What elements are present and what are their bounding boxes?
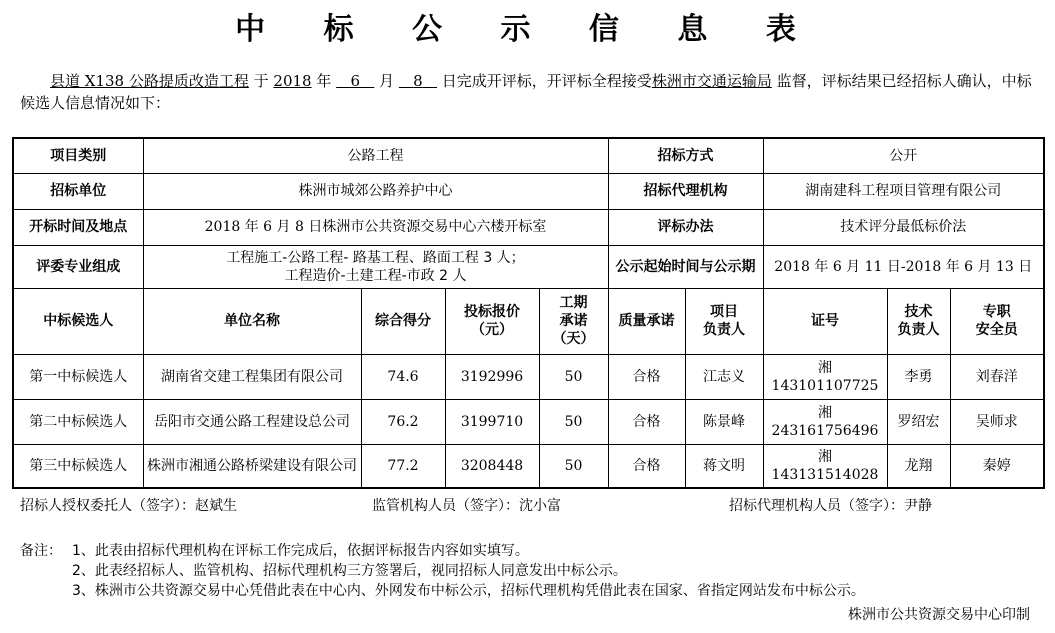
tenderer-value: 株洲市城郊公路养护中心 (143, 173, 608, 209)
info-row-committee (13, 245, 1044, 288)
candidate-header-row (13, 288, 1044, 354)
bid-method-value: 公开 (763, 138, 1044, 173)
candidate-cert: 湘 143131514028 (763, 444, 887, 488)
candidate-rank: 第二中标候选人 (13, 399, 143, 444)
notes-label: 备注： (20, 543, 62, 559)
table-row (13, 399, 1044, 444)
candidate-safety: 秦婷 (950, 444, 1044, 488)
header-rank: 中标候选人 (13, 288, 143, 354)
candidate-quality: 合格 (608, 399, 685, 444)
candidate-tech: 李勇 (887, 354, 950, 399)
candidate-rank: 第一中标候选人 (13, 354, 143, 399)
candidate-safety: 刘春洋 (950, 354, 1044, 399)
candidate-period: 50 (539, 354, 608, 399)
intro-month: 6 (350, 72, 360, 90)
committee-line-2: 工程造价-土建工程-市政 2 人 (284, 267, 467, 284)
bid-method-label: 招标方式 (608, 138, 763, 173)
opening-value: 2018 年 6 月 8 日株洲市公共资源交易中心六楼开标室 (143, 209, 608, 245)
project-type-label: 项目类别 (13, 138, 143, 173)
candidate-period: 50 (539, 399, 608, 444)
header-price: 投标报价 （元） (445, 288, 539, 354)
opening-label: 开标时间及地点 (13, 209, 143, 245)
candidate-company: 株洲市湘通公路桥梁建设有限公司 (143, 444, 361, 488)
intro-text-5: 监督，评标结果已经招标人确认，中标候选人信息情况如下： (20, 72, 1032, 112)
candidate-rank: 第三中标候选人 (13, 444, 143, 488)
intro-text-4: 日完成开评标，开评标全程接受 (437, 72, 652, 90)
printer-credit: 株洲市公共资源交易中心印制 (848, 607, 1030, 623)
table-row (13, 444, 1044, 488)
header-score: 综合得分 (361, 288, 445, 354)
candidate-score: 77.2 (361, 444, 445, 488)
committee-line-1: 工程施工-公路工程- 路基工程、路面工程 3 人； (226, 249, 525, 266)
header-period: 工期 承诺 （天） (539, 288, 608, 354)
candidate-price: 3199710 (445, 399, 539, 444)
intro-text-1: 于 (248, 72, 274, 90)
notes-section (20, 541, 1040, 601)
intro-day: 8 (413, 72, 423, 90)
signature-line (0, 495, 1055, 515)
intro-year: 2018 (273, 72, 312, 90)
candidate-safety: 吴师求 (950, 399, 1044, 444)
candidate-period: 50 (539, 444, 608, 488)
candidate-tech: 龙翔 (887, 444, 950, 488)
candidate-price: 3208448 (445, 444, 539, 488)
info-row-project-type (13, 138, 1044, 173)
intro-text-3: 月 (374, 72, 399, 90)
header-cert: 证号 (763, 288, 887, 354)
note-item: 2、此表经招标人、监管机构、招标代理机构三方签署后，视同招标人同意发出中标公示。 (72, 563, 627, 579)
candidate-cert: 湘 243161756496 (763, 399, 887, 444)
publicity-value: 2018 年 6 月 11 日-2018 年 6 月 13 日 (763, 245, 1044, 288)
project-type-value: 公路工程 (143, 138, 608, 173)
committee-value (143, 245, 608, 288)
signature-tenderer: 招标人授权委托人（签字）：赵斌生 (20, 498, 237, 514)
info-row-opening (13, 209, 1044, 245)
eval-method-value: 技术评分最低标价法 (763, 209, 1044, 245)
table-row (13, 354, 1044, 399)
tenderer-label: 招标单位 (13, 173, 143, 209)
agency-value: 湖南建科工程项目管理有限公司 (763, 173, 1044, 209)
committee-label: 评委专业组成 (13, 245, 143, 288)
signature-supervisor: 监管机构人员（签字）：沈小富 (372, 498, 561, 514)
candidate-tech: 罗绍宏 (887, 399, 950, 444)
candidate-quality: 合格 (608, 444, 685, 488)
candidate-manager: 陈景峰 (685, 399, 763, 444)
candidate-company: 湖南省交建工程集团有限公司 (143, 354, 361, 399)
candidate-score: 76.2 (361, 399, 445, 444)
header-company: 单位名称 (143, 288, 361, 354)
intro-text-2: 年 (311, 72, 337, 90)
candidate-score: 74.6 (361, 354, 445, 399)
intro-paragraph (20, 70, 1042, 114)
intro-supervisor: 株洲市交通运输局 (651, 72, 772, 90)
note-item: 3、株洲市公共资源交易中心凭借此表在中心内、外网发布中标公示，招标代理机构凭借此表在国家、省指定网站发布中标公示。 (72, 583, 865, 599)
candidate-manager: 江志义 (685, 354, 763, 399)
candidate-quality: 合格 (608, 354, 685, 399)
candidate-company: 岳阳市交通公路工程建设总公司 (143, 399, 361, 444)
header-tech: 技术 负责人 (887, 288, 950, 354)
header-safety: 专职 安全员 (950, 288, 1044, 354)
candidate-manager: 蒋文明 (685, 444, 763, 488)
candidate-cert: 湘 143101107725 (763, 354, 887, 399)
intro-project-name: 县道 X138 公路提质改造工程 (50, 72, 249, 90)
note-item: 备注： 1、此表由招标代理机构在评标工作完成后，依据评标报告内容如实填写。 (20, 543, 529, 559)
bid-info-table (12, 137, 1045, 489)
publicity-label: 公示起始时间与公示期 (608, 245, 763, 288)
header-quality: 质量承诺 (608, 288, 685, 354)
info-row-tenderer (13, 173, 1044, 209)
candidate-price: 3192996 (445, 354, 539, 399)
header-manager: 项目 负责人 (685, 288, 763, 354)
agency-label: 招标代理机构 (608, 173, 763, 209)
page-title: 中 标 公 示 信 息 表 (235, 12, 820, 47)
eval-method-label: 评标办法 (608, 209, 763, 245)
signature-agency: 招标代理机构人员（签字）：尹静 (729, 498, 932, 514)
